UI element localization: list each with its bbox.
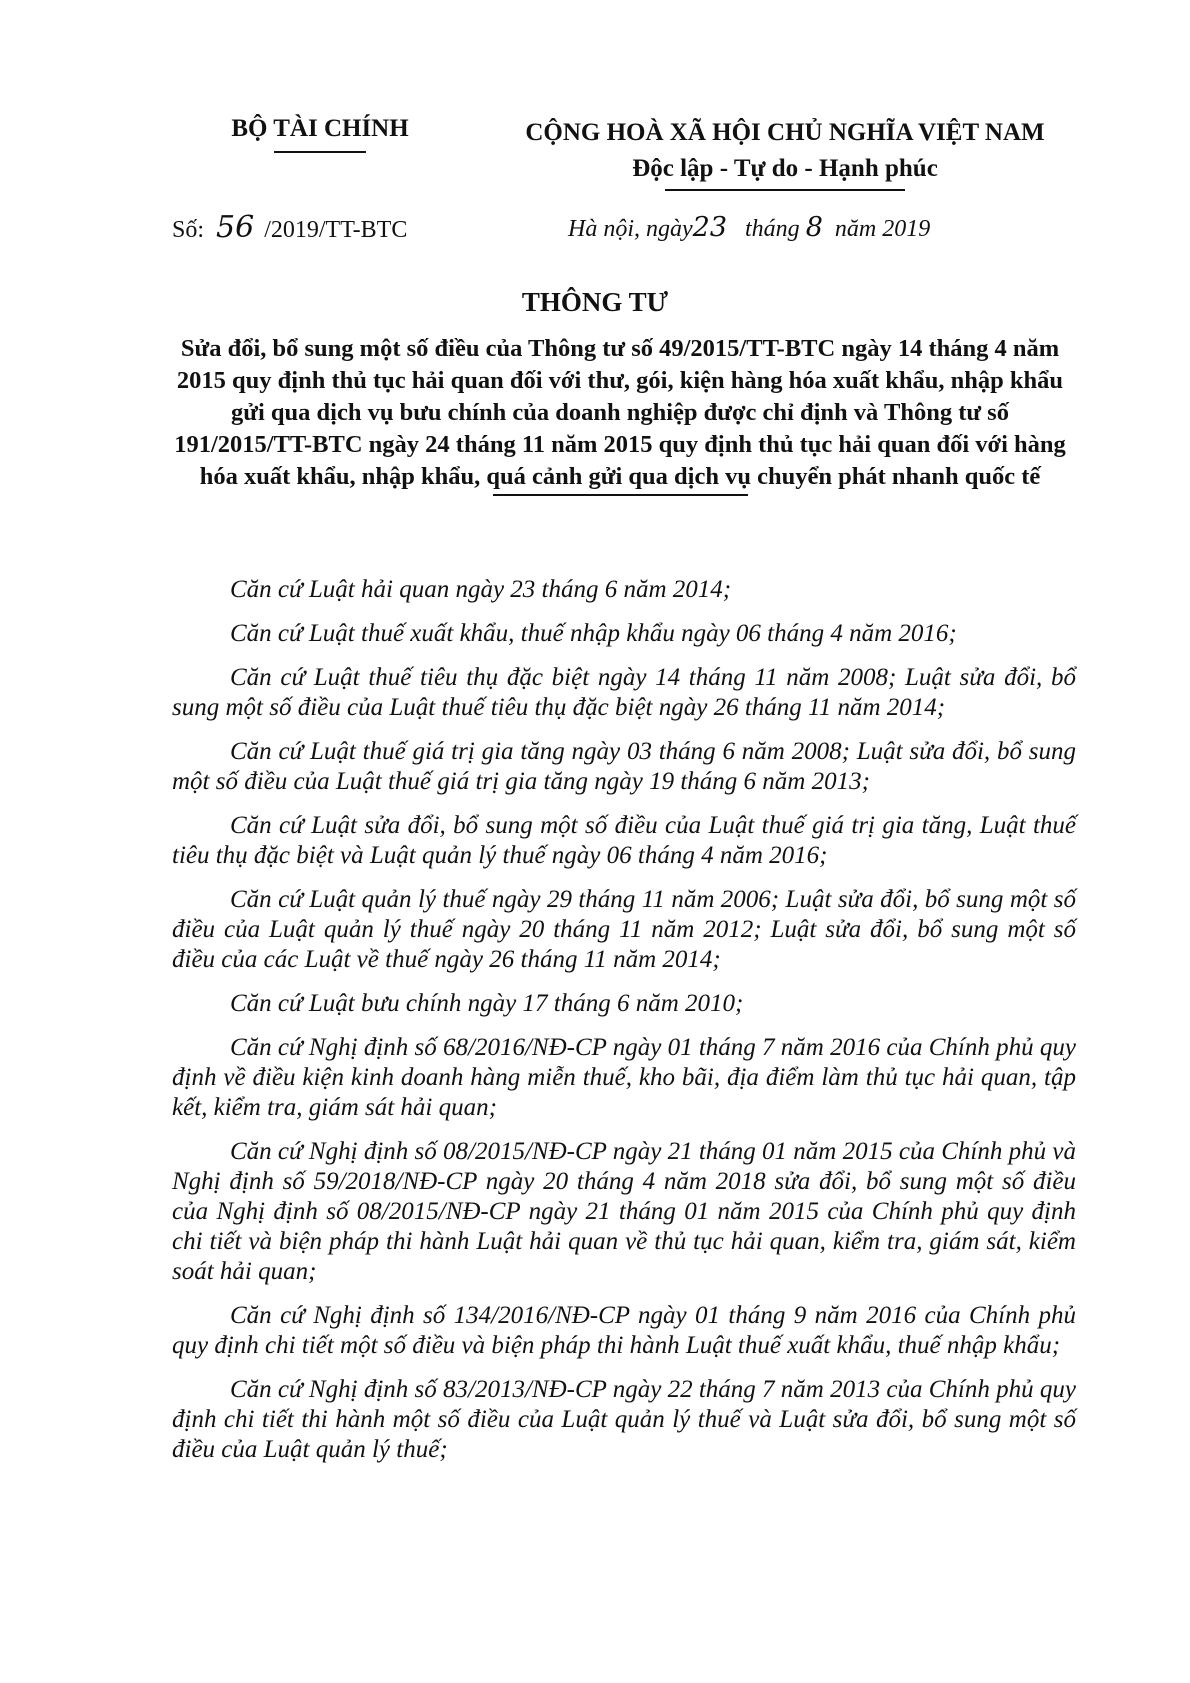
document-summary	[160, 333, 1080, 496]
legal-basis-paragraph: Căn cứ Nghị định số 134/2016/NĐ-CP ngày 01 tháng 9 năm 2016 của Chính phủ quy định chi tiết một số điều và biện pháp thi hành Luật thuế xuất khẩu, thuế nhập khẩu;	[172, 1302, 1076, 1359]
legal-basis-paragraph: Căn cứ Luật sửa đổi, bổ sung một số điều của Luật thuế giá trị gia tăng, Luật thuế tiêu thụ đặc biệt và Luật quản lý thuế ngày 06 tháng 4 năm 2016;	[172, 812, 1076, 869]
issuing-agency-block	[205, 115, 435, 153]
date-year: năm 2019	[834, 216, 931, 242]
document-number	[172, 210, 407, 245]
doc-number-suffix: /2019/TT-BTC	[264, 217, 408, 243]
national-motto: Độc lập - Tự do - Hạnh phúc	[632, 155, 938, 182]
document-type-title: THÔNG TƯ	[521, 287, 669, 317]
issue-date	[568, 212, 930, 243]
legal-bases	[172, 575, 1076, 1479]
legal-basis-paragraph: Căn cứ Luật thuế giá trị gia tăng ngày 03 tháng 6 năm 2008; Luật sửa đổi, bổ sung một số điều của Luật thuế giá trị gia tăng ngày 19 tháng 6 năm 2013;	[172, 738, 1076, 795]
summary-text: Sửa đổi, bổ sung một số điều của Thông tư số 49/2015/TT-BTC ngày 14 tháng 4 năm 2015 quy định thủ tục hải quan đối với thư, gói, kiện hàng hóa xuất khẩu, nhập khẩu gửi qua dịch vụ bưu chính của doanh nghiệp được chỉ định và Thông tư số 191/2015/TT-BTC ngày 24 tháng 11 năm 2015 quy định thủ tục hải quan đối với hàng hóa xuất khẩu, nhập khẩu, quá cảnh gửi qua dịch vụ chuyển phát nhanh quốc tế	[174, 335, 1066, 490]
legal-basis-paragraph: Căn cứ Nghị định số 68/2016/NĐ-CP ngày 01 tháng 7 năm 2016 của Chính phủ quy định về điều kiện kinh doanh hàng miễn thuế, kho bãi, địa điểm làm thủ tục hải quan, tập kết, kiểm tra, giám sát hải quan;	[172, 1034, 1076, 1121]
legal-basis-paragraph: Căn cứ Luật thuế tiêu thụ đặc biệt ngày 14 tháng 11 năm 2008; Luật sửa đổi, bổ sung một số điều của Luật thuế tiêu thụ đặc biệt ngày 26 tháng 11 năm 2014;	[172, 664, 1076, 721]
date-prefix: Hà nội, ngày	[568, 216, 693, 242]
doc-number-handwritten: 56	[216, 210, 255, 245]
legal-basis-paragraph: Căn cứ Luật hải quan ngày 23 tháng 6 năm 2014;	[230, 576, 732, 603]
country-name: CỘNG HOÀ XÃ HỘI CHỦ NGHĨA VIỆT NAM	[525, 119, 1045, 146]
legal-basis-paragraph: Căn cứ Nghị định số 08/2015/NĐ-CP ngày 21 tháng 01 năm 2015 của Chính phủ và Nghị định số 59/2018/NĐ-CP ngày 20 tháng 4 năm 2018 sửa đổi, bổ sung một số điều của Nghị định số 08/2015/NĐ-CP ngày 21 tháng 01 năm 2015 của Chính phủ quy định chi tiết và biện pháp thi hành Luật hải quan về thủ tục hải quan, kiểm tra, giám sát, kiểm soát hải quan;	[172, 1138, 1076, 1285]
legal-basis-paragraph: Căn cứ Luật thuế xuất khẩu, thuế nhập khẩu ngày 06 tháng 4 năm 2016;	[230, 620, 957, 647]
date-month: 8	[805, 212, 823, 243]
legal-basis-paragraph: Căn cứ Luật quản lý thuế ngày 29 tháng 11 năm 2006; Luật sửa đổi, bổ sung một số điều của Luật quản lý thuế ngày 20 tháng 11 năm 2012; Luật sửa đổi, bổ sung một số điều của các Luật về thuế ngày 26 tháng 11 năm 2014;	[172, 886, 1076, 973]
summary-underline	[493, 494, 748, 496]
doc-number-prefix: Số:	[172, 217, 205, 243]
motto-underline	[665, 189, 905, 191]
date-day: 23	[692, 212, 728, 243]
national-title-block	[505, 115, 1065, 191]
legal-basis-paragraph: Căn cứ Luật bưu chính ngày 17 tháng 6 năm 2010;	[230, 990, 744, 1017]
date-month-label: tháng	[745, 216, 800, 242]
ministry-name: BỘ TÀI CHÍNH	[231, 115, 409, 142]
ministry-underline	[274, 151, 366, 153]
legal-basis-paragraph: Căn cứ Nghị định số 83/2013/NĐ-CP ngày 22 tháng 7 năm 2013 của Chính phủ quy định chi tiết thi hành một số điều của Luật quản lý thuế và Luật sửa đổi, bổ sung một số điều của Luật quản lý thuế;	[172, 1376, 1076, 1463]
